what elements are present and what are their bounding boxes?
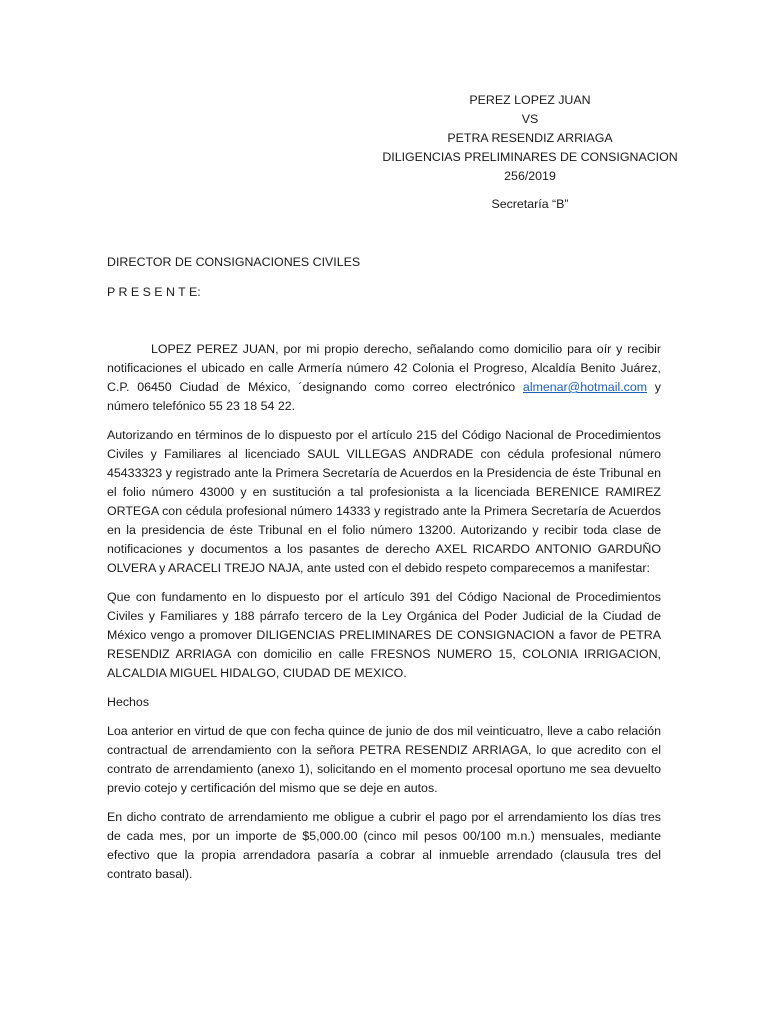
presente-label: P R E S E N T E: — [107, 285, 201, 299]
email-link[interactable]: almenar@hotmail.com — [522, 380, 648, 394]
paragraph-legal-basis: Que con fundamento en lo dispuesto por el artículo 391 del Código Nacional de Procedimientos Civiles y Familiares y 188 párrafo tercero de la Ley Orgánica del Poder Judicial de la Ciudad de México vengo a promover DILIGENCIAS PRELIMINARES DE CONSIGNACION a favor de PETRA RESENDIZ ARRIAGA con domicilio en calle FRESNOS NUMERO 15, COLONIA IRRIGACION, ALCALDIA MIGUEL HIDALGO, CIUDAD DE MEXICO. — [107, 590, 661, 680]
proceeding-title: DILIGENCIAS PRELIMINARES DE CONSIGNACION — [382, 150, 678, 164]
hechos-heading: Hechos — [107, 695, 150, 709]
case-number: 256/2019 — [504, 169, 556, 183]
plaintiff-name: PEREZ LOPEZ JUAN — [469, 93, 591, 107]
defendant-name: PETRA RESENDIZ ARRIAGA — [447, 131, 613, 145]
addressee: DIRECTOR DE CONSIGNACIONES CIVILES — [107, 255, 361, 269]
document-body — [107, 340, 661, 894]
paragraph-authorization: Autorizando en términos de lo dispuesto por el artículo 215 del Código Nacional de Procedimientos Civiles y Familiares al licenciado SAUL VILLEGAS ANDRADE con cédula profesional número 45433323 y registrado ante la Primera Secretaría de Acuerdos en la Presidencia de éste Tribunal en el folio número 43000 y en sustitución a tal profesionista a la licenciada BERENICE RAMIREZ ORTEGA con cédula profesional número 14333 y registrado ante la Primera Secretaría de Acuerdos en la presidencia de éste Tribunal en el folio número 13200. Autorizando y recibir toda clase de notificaciones y documentos a los pasantes de derecho AXEL RICARDO ANTONIO GARDUÑO OLVERA y ARACELI TREJO NAJA, ante usted con el debido respeto comparecemos a manifestar: — [107, 428, 661, 575]
case-header — [380, 91, 680, 214]
secretaria-label: Secretaría “B” — [491, 197, 569, 211]
paragraph-facts-1: Loa anterior en virtud de que con fecha quince de junio de dos mil veinticuatro, lleve a cabo relación contractual de arrendamiento con la señora PETRA RESENDIZ ARRIAGA, lo que acredito con el contrato de arrendamiento (anexo 1), solicitando en el momento procesal oportuno me sea devuelto previo cotejo y certificación del mismo que se deje en autos. — [107, 724, 661, 795]
paragraph-identification — [107, 340, 661, 416]
versus-label: VS — [521, 112, 539, 126]
paragraph-identification-phone: y número telefónico 55 23 18 54 22. — [107, 380, 662, 413]
paragraph-identification-text: LOPEZ PEREZ JUAN, por mi propio derecho, señalando como domicilio para oír y recibir notificaciones el ubicado en calle Armería número 42 Colonia el Progreso, Alcaldía Benito Juárez, C.P. 06450 Ciudad de México, ´designando como correo electrónico — [107, 342, 661, 394]
paragraph-facts-2: En dicho contrato de arrendamiento me obligue a cubrir el pago por el arrendamiento los días tres de cada mes, por un importe de $5,000.00 (cinco mil pesos 00/100 m.n.) mensuales, mediante efectivo que la propia arrendadora pasaría a cobrar al inmueble arrendado (clausula tres del contrato basal). — [107, 810, 661, 881]
